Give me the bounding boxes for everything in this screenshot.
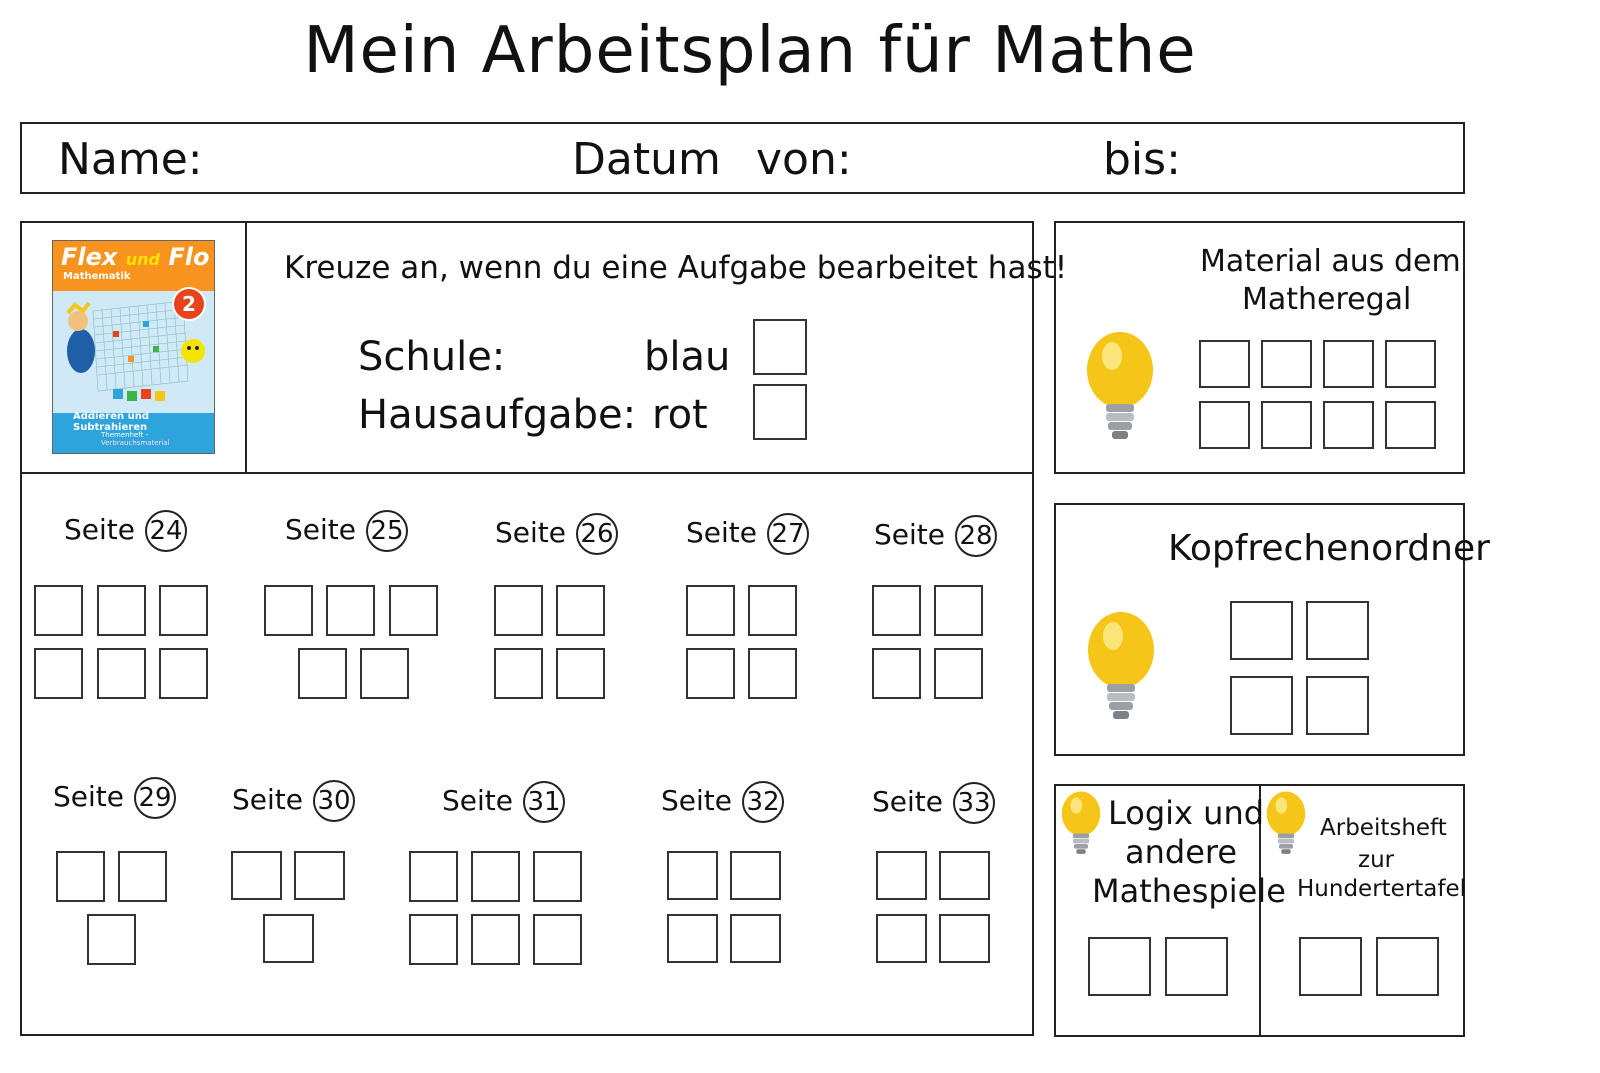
material-checkbox[interactable] [1199,340,1250,388]
checkbox-26[interactable] [556,585,605,636]
instruction-text: Kreuze an, wenn du eine Aufgabe bearbeitet hast! [284,250,1068,286]
seite-text: Seite [872,785,943,818]
top-divider [20,472,1034,474]
page-label-31 [442,781,565,823]
checkbox-24[interactable] [159,585,208,636]
book-subtitle: Mathematik [63,271,131,282]
checkbox-24[interactable] [34,648,83,699]
page-number-circle: 31 [523,781,565,823]
page-number-circle: 27 [767,513,809,555]
checkbox-27[interactable] [748,585,797,636]
checkbox-32[interactable] [730,851,781,900]
checkbox-26[interactable] [494,648,543,699]
schule-color: blau [644,334,731,380]
page-label-32 [661,781,784,823]
schule-legend-box[interactable] [753,319,807,375]
datum-label: Datum [572,134,721,185]
kopfrechen-title: Kopfrechenordner [1168,528,1490,569]
page-label-29 [53,777,176,819]
lightbulb-icon [1265,790,1307,856]
checkbox-28[interactable] [934,585,983,636]
material-checkbox[interactable] [1261,401,1312,449]
checkbox-30[interactable] [263,914,314,963]
checkbox-29[interactable] [87,914,136,965]
page-label-30 [232,780,355,822]
checkbox-31[interactable] [471,914,520,965]
page-number-circle: 33 [953,782,995,824]
logix-title-line2: andere [1125,833,1238,871]
checkbox-33[interactable] [939,914,990,963]
checkbox-30[interactable] [294,851,345,900]
checkbox-24[interactable] [34,585,83,636]
page-number-circle: 24 [145,510,187,552]
checkbox-31[interactable] [409,914,458,965]
checkbox-32[interactable] [667,851,718,900]
checkbox-25[interactable] [389,585,438,636]
seite-text: Seite [64,513,135,546]
kopfrechen-checkbox[interactable] [1306,601,1369,660]
book-brand-a: Flex [61,243,118,271]
seite-text: Seite [686,516,757,549]
checkbox-31[interactable] [533,851,582,902]
book-brand-c: Flo [168,243,210,271]
page-number-circle: 25 [366,510,408,552]
material-checkbox[interactable] [1323,401,1374,449]
checkbox-28[interactable] [934,648,983,699]
lightbulb-icon [1085,610,1157,722]
von-label: von: [756,134,852,185]
checkbox-33[interactable] [939,851,990,900]
material-checkbox[interactable] [1323,340,1374,388]
page-label-26 [495,513,618,555]
checkbox-29[interactable] [118,851,167,902]
checkbox-24[interactable] [159,648,208,699]
arbeitsheft-title-line1: Arbeitsheft [1320,815,1447,841]
material-checkbox[interactable] [1261,340,1312,388]
checkbox-25[interactable] [360,648,409,699]
lightbulb-icon [1060,790,1102,856]
seite-text: Seite [232,783,303,816]
material-checkbox[interactable] [1385,401,1436,449]
logix-title-line1: Logix und [1108,794,1265,832]
page-label-33 [872,782,995,824]
book-divider [245,221,247,473]
page-label-25 [285,510,408,552]
checkbox-31[interactable] [533,914,582,965]
checkbox-28[interactable] [872,585,921,636]
checkbox-26[interactable] [556,648,605,699]
page-number-circle: 32 [742,781,784,823]
page-number-circle: 28 [955,515,997,557]
book-bottom-sub: Themenheft [101,431,144,439]
checkbox-29[interactable] [56,851,105,902]
checkbox-28[interactable] [872,648,921,699]
page-label-27 [686,513,809,555]
checkbox-27[interactable] [748,648,797,699]
page-label-28 [874,515,997,557]
seite-text: Seite [661,784,732,817]
checkbox-25[interactable] [264,585,313,636]
arbeitsheft-title-line2: zur [1358,847,1395,873]
book-brand-b: und [125,250,160,269]
bis-label: bis: [1103,134,1181,185]
checkbox-32[interactable] [730,914,781,963]
kopfrechen-checkbox[interactable] [1230,676,1293,735]
checkbox-25[interactable] [326,585,375,636]
logix-title-line3: Mathespiele [1092,872,1286,910]
book-cover-image: Flex und Flo Mathematik 2 Addieren und Subtrahieren Themenheft - Verbrauchsmaterial [52,240,215,454]
logix-checkbox[interactable] [1088,937,1151,996]
page-number-circle: 26 [576,513,618,555]
book-bottom-sub2: Verbrauchsmaterial [101,439,170,447]
kopfrechen-checkbox[interactable] [1230,601,1293,660]
checkbox-33[interactable] [876,851,927,900]
arbeitsheft-title-line3: Hundertertafel [1297,876,1467,902]
page-title: Mein Arbeitsplan für Mathe [303,14,1197,88]
material-checkbox[interactable] [1385,340,1436,388]
seite-text: Seite [53,780,124,813]
checkbox-30[interactable] [231,851,282,900]
checkbox-32[interactable] [667,914,718,963]
material-title-line2: Matheregal [1242,282,1412,317]
seite-text: Seite [442,784,513,817]
checkbox-27[interactable] [686,585,735,636]
book-bottom-title: Addieren und Subtrahieren [73,411,149,433]
checkbox-24[interactable] [97,648,146,699]
hausaufgabe-label: Hausaufgabe: [358,392,637,438]
seite-text: Seite [495,516,566,549]
seite-text: Seite [285,513,356,546]
page-number-circle: 29 [134,777,176,819]
page-number-circle: 30 [313,780,355,822]
checkbox-26[interactable] [494,585,543,636]
book-number-badge: 2 [172,287,206,321]
checkbox-33[interactable] [876,914,927,963]
seite-text: Seite [874,518,945,551]
checkbox-24[interactable] [97,585,146,636]
arbeitsheft-checkbox[interactable] [1376,937,1439,996]
checkbox-31[interactable] [471,851,520,902]
hausaufgabe-color: rot [652,392,708,438]
material-title-line1: Material aus dem [1200,244,1461,279]
page-label-24 [64,510,187,552]
material-checkbox[interactable] [1199,401,1250,449]
checkbox-31[interactable] [409,851,458,902]
kopfrechen-checkbox[interactable] [1306,676,1369,735]
header-box [20,122,1465,194]
arbeitsheft-checkbox[interactable] [1299,937,1362,996]
checkbox-25[interactable] [298,648,347,699]
hausaufgabe-legend-box[interactable] [753,384,807,440]
schule-label: Schule: [358,334,506,380]
checkbox-27[interactable] [686,648,735,699]
logix-checkbox[interactable] [1165,937,1228,996]
lightbulb-icon [1084,330,1156,442]
name-label: Name: [58,134,203,185]
